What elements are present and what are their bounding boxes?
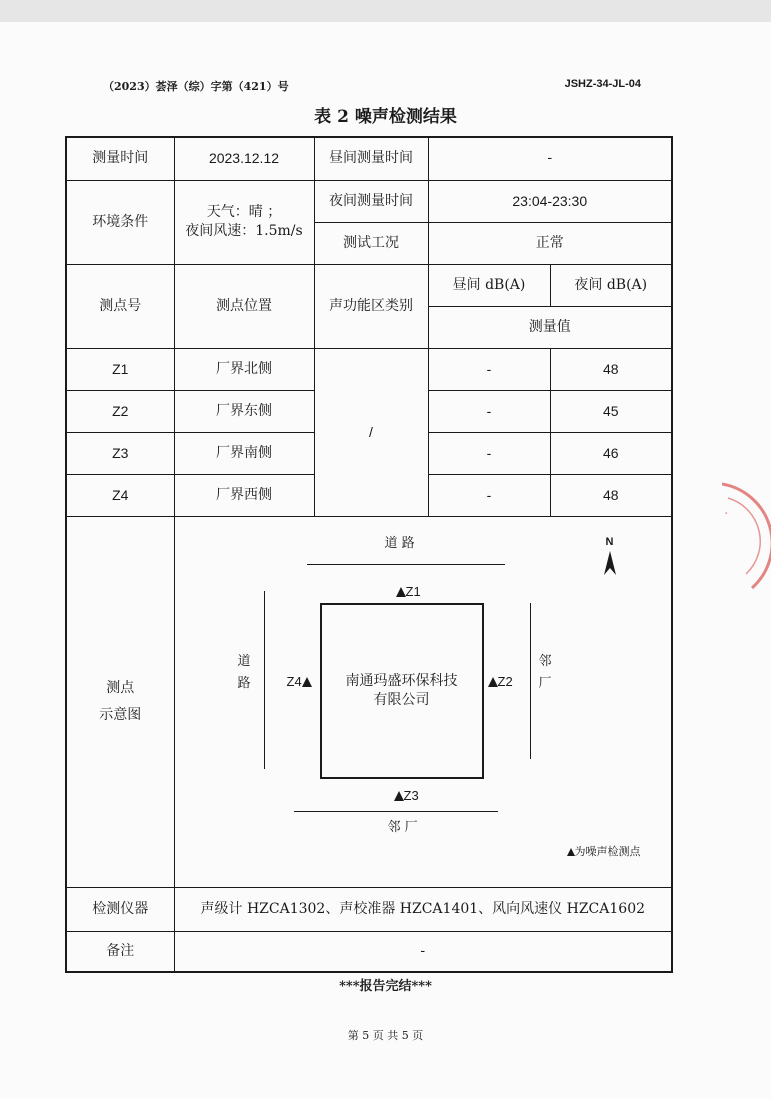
instrument-label: 检测仪器 xyxy=(66,887,174,931)
remark-label: 备注 xyxy=(66,931,174,972)
day-value: - xyxy=(428,432,550,474)
day-time-value: - xyxy=(428,137,672,180)
z4-label: Z4 xyxy=(286,673,302,689)
bottom-neighbor-line xyxy=(294,811,498,813)
north-arrow-icon xyxy=(602,551,618,577)
remark-value: - xyxy=(174,931,672,972)
company-name-line2: 有限公司 xyxy=(373,691,430,708)
table-title: 表 2 噪声检测结果 xyxy=(314,107,457,127)
env-weather: 天气：晴 ； xyxy=(206,204,282,221)
triangle-icon xyxy=(302,677,312,687)
scan-top-band xyxy=(0,0,771,22)
z4-marker xyxy=(287,673,312,691)
right-neighbor-label-2: 厂 xyxy=(538,675,552,691)
svg-text:·: · xyxy=(724,506,729,522)
left-road-line xyxy=(264,591,266,769)
legend xyxy=(567,845,641,860)
zone-value: / xyxy=(314,348,428,516)
col-measured: 测量值 xyxy=(428,306,672,348)
diagram-label-line1: 测点 xyxy=(106,679,135,696)
page-number: 第 5 页 共 5 页 xyxy=(347,1029,424,1042)
triangle-icon xyxy=(488,677,498,687)
day-value: - xyxy=(428,390,550,432)
col-point-no: 测点号 xyxy=(66,264,174,348)
env-value xyxy=(174,180,314,264)
date-label: 测量时间 xyxy=(66,137,174,180)
point-location: 厂界南侧 xyxy=(174,432,314,474)
right-neighbor-label-1: 邻 xyxy=(538,653,552,669)
env-wind: 夜间风速：1.5m/s xyxy=(185,223,303,239)
company-boundary xyxy=(320,603,484,779)
col-night: 夜间 dB(A) xyxy=(550,264,672,306)
night-value: 48 xyxy=(550,348,672,390)
z3-label: Z3 xyxy=(403,787,419,803)
night-value: 48 xyxy=(550,474,672,516)
top-road-label: 道 路 xyxy=(384,535,415,551)
col-zone: 声功能区类别 xyxy=(314,264,428,348)
point-location: 厂界东侧 xyxy=(174,390,314,432)
night-time-label: 夜间测量时间 xyxy=(314,180,428,222)
date-value: 2023.12.12 xyxy=(174,137,314,180)
day-time-label: 昼间测量时间 xyxy=(314,137,428,180)
night-time-value: 23:04-23:30 xyxy=(428,180,672,222)
report-number: （2023）荟泽（综）字第（421）号 xyxy=(103,80,289,93)
noise-results-table xyxy=(65,136,673,973)
day-value: - xyxy=(428,474,550,516)
right-neighbor-line xyxy=(530,603,532,759)
left-road-label-2: 路 xyxy=(237,675,251,691)
triangle-icon xyxy=(567,848,575,856)
point-id: Z4 xyxy=(66,474,174,516)
condition-label: 测试工况 xyxy=(314,222,428,264)
col-day: 昼间 dB(A) xyxy=(428,264,550,306)
point-id: Z2 xyxy=(66,390,174,432)
left-road-label-1: 道 xyxy=(237,653,251,669)
night-value: 45 xyxy=(550,390,672,432)
z1-marker xyxy=(396,583,421,601)
bottom-neighbor-label: 邻 厂 xyxy=(387,819,418,835)
point-id: Z3 xyxy=(66,432,174,474)
document-code: JSHZ-34-JL-04 xyxy=(564,78,641,90)
triangle-icon xyxy=(396,587,406,597)
day-value: - xyxy=(428,348,550,390)
point-location: 厂界北侧 xyxy=(174,348,314,390)
site-diagram xyxy=(174,516,672,887)
condition-value: 正常 xyxy=(428,222,672,264)
top-road-line xyxy=(307,564,505,566)
diagram-label xyxy=(66,516,174,887)
z2-label: Z2 xyxy=(497,673,513,689)
point-id: Z1 xyxy=(66,348,174,390)
seal-stamp-icon xyxy=(722,478,771,598)
col-point-location: 测点位置 xyxy=(174,264,314,348)
north-label: N xyxy=(605,535,614,548)
triangle-icon xyxy=(394,791,404,801)
legend-text: 为噪声检测点 xyxy=(574,844,641,858)
z3-marker xyxy=(394,787,419,805)
instrument-value: 声级计 HZCA1302、声校准器 HZCA1401、风向风速仪 HZCA1602 xyxy=(174,887,672,931)
point-location: 厂界西侧 xyxy=(174,474,314,516)
company-name-line1: 南通玛盛环保科技 xyxy=(345,672,458,689)
z2-marker xyxy=(488,673,513,691)
night-value: 46 xyxy=(550,432,672,474)
env-label: 环境条件 xyxy=(66,180,174,264)
diagram-label-line2: 示意图 xyxy=(99,706,142,723)
report-end: ***报告完结*** xyxy=(339,979,432,994)
z1-label: Z1 xyxy=(405,583,421,599)
table-row xyxy=(66,348,672,390)
